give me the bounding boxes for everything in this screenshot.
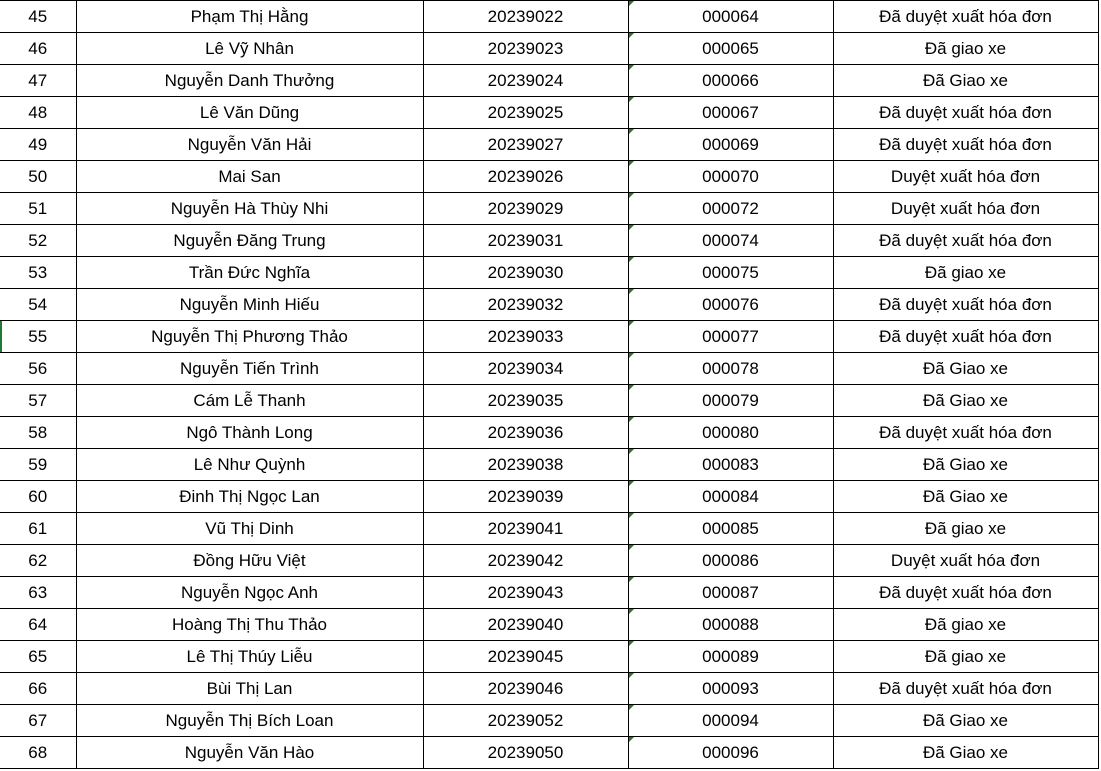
customer-name-cell[interactable]: Mai San [76, 161, 423, 193]
invoice-number-cell[interactable]: 000070 [628, 161, 833, 193]
customer-name-cell[interactable]: Nguyễn Ngọc Anh [76, 577, 423, 609]
contract-code-cell[interactable]: 20239038 [423, 449, 628, 481]
invoice-number-cell[interactable]: 000075 [628, 257, 833, 289]
table-row[interactable] [0, 737, 1098, 769]
invoice-number-cell[interactable]: 000084 [628, 481, 833, 513]
contract-code-cell[interactable]: 20239026 [423, 161, 628, 193]
invoice-number-cell[interactable]: 000083 [628, 449, 833, 481]
contract-code-cell[interactable]: 20239029 [423, 193, 628, 225]
customer-name-cell[interactable]: Đồng Hữu Việt [76, 545, 423, 577]
contract-code-cell[interactable]: 20239030 [423, 257, 628, 289]
table-row[interactable] [0, 641, 1098, 673]
status-cell[interactable]: Đã giao xe [833, 513, 1098, 545]
contract-code-cell[interactable]: 20239040 [423, 609, 628, 641]
invoice-number-cell[interactable]: 000079 [628, 385, 833, 417]
table-row[interactable] [0, 481, 1098, 513]
contract-code-cell[interactable]: 20239045 [423, 641, 628, 673]
row-number-cell[interactable]: 49 [0, 129, 76, 161]
status-cell[interactable]: Đã duyệt xuất hóa đơn [833, 97, 1098, 129]
table-row[interactable] [0, 65, 1098, 97]
contract-code-cell[interactable]: 20239025 [423, 97, 628, 129]
invoice-number-cell[interactable]: 000078 [628, 353, 833, 385]
customer-name-cell[interactable]: Lê Vỹ Nhân [76, 33, 423, 65]
customer-name-cell[interactable]: Ngô Thành Long [76, 417, 423, 449]
table-row[interactable] [0, 449, 1098, 481]
table-row[interactable] [0, 513, 1098, 545]
customer-name-cell[interactable]: Trần Đức Nghĩa [76, 257, 423, 289]
row-number-cell[interactable]: 64 [0, 609, 76, 641]
status-cell[interactable]: Đã giao xe [833, 257, 1098, 289]
row-number-cell[interactable]: 52 [0, 225, 76, 257]
table-body [0, 1, 1098, 769]
row-number-cell[interactable]: 63 [0, 577, 76, 609]
row-number-cell[interactable]: 61 [0, 513, 76, 545]
status-cell[interactable]: Đã Giao xe [833, 737, 1098, 769]
status-cell[interactable]: Đã Giao xe [833, 65, 1098, 97]
contract-code-cell[interactable]: 20239035 [423, 385, 628, 417]
invoice-number-cell[interactable]: 000096 [628, 737, 833, 769]
status-cell[interactable]: Đã giao xe [833, 609, 1098, 641]
table-row[interactable] [0, 225, 1098, 257]
invoice-number-cell[interactable]: 000077 [628, 321, 833, 353]
customer-name-cell[interactable]: Phạm Thị Hằng [76, 1, 423, 33]
table-row[interactable] [0, 129, 1098, 161]
row-number-cell[interactable]: 59 [0, 449, 76, 481]
row-number-cell[interactable]: 51 [0, 193, 76, 225]
invoice-number-cell[interactable]: 000074 [628, 225, 833, 257]
invoice-number-cell[interactable]: 000087 [628, 577, 833, 609]
customer-name-cell[interactable]: Vũ Thị Dinh [76, 513, 423, 545]
row-number-cell[interactable]: 47 [0, 65, 76, 97]
invoice-number-cell[interactable]: 000065 [628, 33, 833, 65]
status-cell[interactable]: Đã Giao xe [833, 385, 1098, 417]
contract-code-cell[interactable]: 20239042 [423, 545, 628, 577]
table-row[interactable] [0, 193, 1098, 225]
invoice-number-cell[interactable]: 000069 [628, 129, 833, 161]
invoice-number-cell[interactable]: 000080 [628, 417, 833, 449]
customer-name-cell[interactable]: Hoàng Thị Thu Thảo [76, 609, 423, 641]
status-cell[interactable]: Duyệt xuất hóa đơn [833, 545, 1098, 577]
contract-code-cell[interactable]: 20239041 [423, 513, 628, 545]
table-row[interactable] [0, 33, 1098, 65]
invoice-number-cell[interactable]: 000086 [628, 545, 833, 577]
contract-code-cell[interactable]: 20239022 [423, 1, 628, 33]
invoice-number-cell[interactable]: 000093 [628, 673, 833, 705]
row-number-cell[interactable]: 67 [0, 705, 76, 737]
invoice-number-cell[interactable]: 000089 [628, 641, 833, 673]
status-cell[interactable]: Đã duyệt xuất hóa đơn [833, 417, 1098, 449]
customer-name-cell[interactable]: Nguyễn Minh Hiếu [76, 289, 423, 321]
row-number-cell[interactable]: 62 [0, 545, 76, 577]
contract-code-cell[interactable]: 20239034 [423, 353, 628, 385]
customer-name-cell[interactable]: Nguyễn Văn Hải [76, 129, 423, 161]
status-cell[interactable]: Đã duyệt xuất hóa đơn [833, 321, 1098, 353]
table-row[interactable] [0, 1, 1098, 33]
status-cell[interactable]: Duyệt xuất hóa đơn [833, 161, 1098, 193]
table-row[interactable] [0, 609, 1098, 641]
customer-name-cell[interactable]: Cám Lễ Thanh [76, 385, 423, 417]
row-number-cell[interactable]: 65 [0, 641, 76, 673]
customer-name-cell[interactable]: Nguyễn Đăng Trung [76, 225, 423, 257]
contract-code-cell[interactable]: 20239050 [423, 737, 628, 769]
status-cell[interactable]: Đã duyệt xuất hóa đơn [833, 1, 1098, 33]
invoice-number-cell[interactable]: 000064 [628, 1, 833, 33]
invoice-number-cell[interactable]: 000066 [628, 65, 833, 97]
contract-code-cell[interactable]: 20239046 [423, 673, 628, 705]
invoice-number-cell[interactable]: 000072 [628, 193, 833, 225]
invoice-number-cell[interactable]: 000085 [628, 513, 833, 545]
customer-name-cell[interactable]: Nguyễn Danh Thưởng [76, 65, 423, 97]
customer-name-cell[interactable]: Nguyễn Văn Hào [76, 737, 423, 769]
row-number-cell[interactable]: 60 [0, 481, 76, 513]
table-row[interactable] [0, 97, 1098, 129]
table-row[interactable] [0, 417, 1098, 449]
contract-code-cell[interactable]: 20239039 [423, 481, 628, 513]
contract-code-cell[interactable]: 20239024 [423, 65, 628, 97]
status-cell[interactable]: Đã duyệt xuất hóa đơn [833, 673, 1098, 705]
customer-name-cell[interactable]: Lê Thị Thúy Liễu [76, 641, 423, 673]
customer-name-cell[interactable]: Đinh Thị Ngọc Lan [76, 481, 423, 513]
table-row[interactable] [0, 257, 1098, 289]
status-cell[interactable]: Duyệt xuất hóa đơn [833, 193, 1098, 225]
table-row[interactable] [0, 321, 1098, 353]
status-cell[interactable]: Đã duyệt xuất hóa đơn [833, 129, 1098, 161]
status-cell[interactable]: Đã duyệt xuất hóa đơn [833, 225, 1098, 257]
contract-code-cell[interactable]: 20239052 [423, 705, 628, 737]
table-row[interactable] [0, 545, 1098, 577]
row-number-cell[interactable]: 46 [0, 33, 76, 65]
row-number-cell[interactable]: 66 [0, 673, 76, 705]
row-number-cell[interactable]: 55 [0, 321, 76, 353]
status-cell[interactable]: Đã giao xe [833, 33, 1098, 65]
status-cell[interactable]: Đã Giao xe [833, 449, 1098, 481]
customer-name-cell[interactable]: Lê Như Quỳnh [76, 449, 423, 481]
customer-name-cell[interactable]: Nguyễn Thị Phương Thảo [76, 321, 423, 353]
row-number-cell[interactable]: 50 [0, 161, 76, 193]
contract-code-cell[interactable]: 20239043 [423, 577, 628, 609]
table-row[interactable] [0, 353, 1098, 385]
table-row[interactable] [0, 385, 1098, 417]
row-number-cell[interactable]: 53 [0, 257, 76, 289]
customer-name-cell[interactable]: Lê Văn Dũng [76, 97, 423, 129]
row-number-cell[interactable]: 56 [0, 353, 76, 385]
row-number-cell[interactable]: 48 [0, 97, 76, 129]
row-number-cell[interactable]: 54 [0, 289, 76, 321]
customer-name-cell[interactable]: Nguyễn Hà Thùy Nhi [76, 193, 423, 225]
invoice-number-cell[interactable]: 000088 [628, 609, 833, 641]
status-cell[interactable]: Đã Giao xe [833, 353, 1098, 385]
row-number-cell[interactable]: 68 [0, 737, 76, 769]
contract-code-cell[interactable]: 20239023 [423, 33, 628, 65]
table-row[interactable] [0, 161, 1098, 193]
contract-code-cell[interactable]: 20239027 [423, 129, 628, 161]
invoice-number-cell[interactable]: 000094 [628, 705, 833, 737]
table-row[interactable] [0, 705, 1098, 737]
contract-code-cell[interactable]: 20239032 [423, 289, 628, 321]
contract-code-cell[interactable]: 20239033 [423, 321, 628, 353]
table-row[interactable] [0, 673, 1098, 705]
status-cell[interactable]: Đã duyệt xuất hóa đơn [833, 577, 1098, 609]
invoice-number-cell[interactable]: 000067 [628, 97, 833, 129]
status-cell[interactable]: Đã Giao xe [833, 481, 1098, 513]
table-row[interactable] [0, 577, 1098, 609]
customer-name-cell[interactable]: Nguyễn Tiến Trình [76, 353, 423, 385]
contract-code-cell[interactable]: 20239036 [423, 417, 628, 449]
row-number-cell[interactable]: 58 [0, 417, 76, 449]
row-number-cell[interactable]: 57 [0, 385, 76, 417]
status-cell[interactable]: Đã giao xe [833, 641, 1098, 673]
status-cell[interactable]: Đã duyệt xuất hóa đơn [833, 289, 1098, 321]
row-number-cell[interactable]: 45 [0, 1, 76, 33]
contract-code-cell[interactable]: 20239031 [423, 225, 628, 257]
customer-name-cell[interactable]: Nguyễn Thị Bích Loan [76, 705, 423, 737]
invoice-number-cell[interactable]: 000076 [628, 289, 833, 321]
status-cell[interactable]: Đã Giao xe [833, 705, 1098, 737]
customer-name-cell[interactable]: Bùi Thị Lan [76, 673, 423, 705]
table-row[interactable] [0, 289, 1098, 321]
